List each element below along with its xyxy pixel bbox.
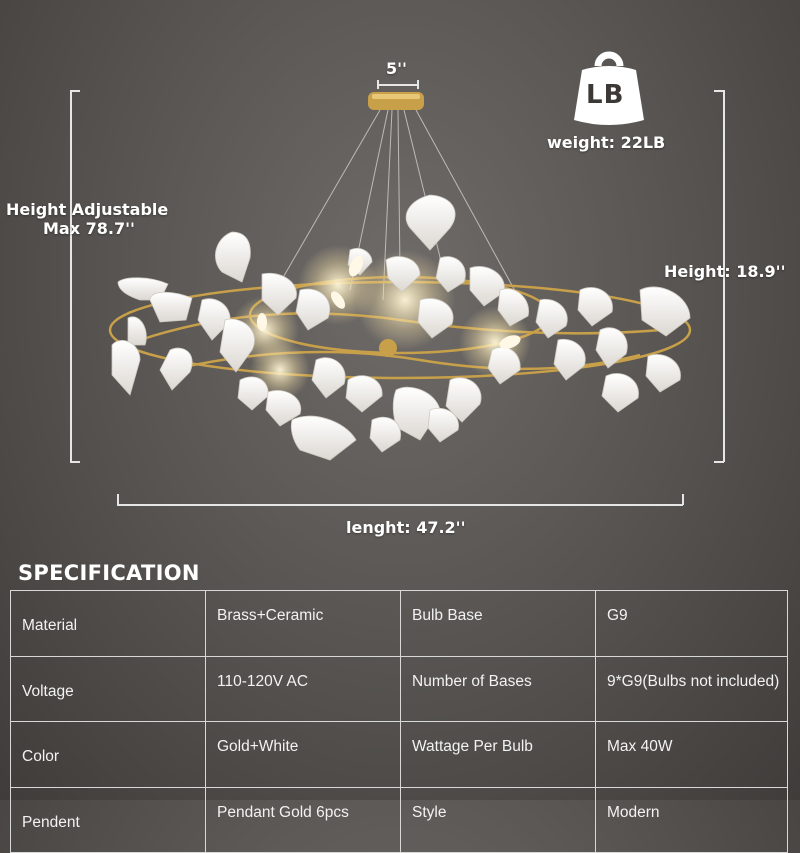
spec-key: Pendent (11, 787, 206, 853)
spec-key: Color (11, 722, 206, 788)
table-row (11, 656, 788, 722)
length-line (117, 504, 683, 506)
spec-key: Number of Bases (401, 656, 596, 722)
spec-value: Max 40W (596, 722, 788, 788)
spec-value: Gold+White (206, 722, 401, 788)
spec-key: Material (11, 591, 206, 657)
table-row (11, 722, 788, 788)
table-row (11, 591, 788, 657)
canopy-width-label: 5'' (386, 59, 407, 78)
spec-value: Brass+Ceramic (206, 591, 401, 657)
ceiling-canopy (368, 92, 424, 110)
spec-key: Style (401, 787, 596, 853)
spec-value: Modern (596, 787, 788, 853)
canopy-width-line (377, 84, 418, 86)
fixture-height-tick-top (714, 90, 724, 92)
spec-value: 110-120V AC (206, 656, 401, 722)
spec-key: Wattage Per Bulb (401, 722, 596, 788)
center-hub (379, 339, 397, 357)
weight-icon-text: LB (586, 80, 625, 110)
length-tick-left (117, 494, 119, 505)
canopy-width-tick-left (377, 80, 379, 89)
fixture-height-label: Height: 18.9'' (664, 262, 786, 281)
spec-value: Pendant Gold 6pcs (206, 787, 401, 853)
spec-value: 9*G9(Bulbs not included) (596, 656, 788, 722)
length-label: lenght: 47.2'' (346, 518, 466, 537)
fixture-height-tick-bottom (714, 461, 724, 463)
spec-key: Voltage (11, 656, 206, 722)
height-adjustable-max: Max 78.7'' (43, 219, 135, 238)
height-adjustable-label: Height Adjustable (6, 200, 169, 219)
length-tick-right (682, 494, 684, 505)
height-adjustable-tick-bottom (70, 461, 80, 463)
specification-title: SPECIFICATION (18, 561, 200, 585)
weight-label: weight: 22LB (547, 133, 666, 152)
table-row (11, 787, 788, 853)
canopy-width-tick-right (417, 80, 419, 89)
specification-table (10, 590, 788, 853)
spec-value: G9 (596, 591, 788, 657)
spec-key: Bulb Base (401, 591, 596, 657)
height-adjustable-line (70, 90, 72, 462)
height-adjustable-tick-top (70, 90, 80, 92)
